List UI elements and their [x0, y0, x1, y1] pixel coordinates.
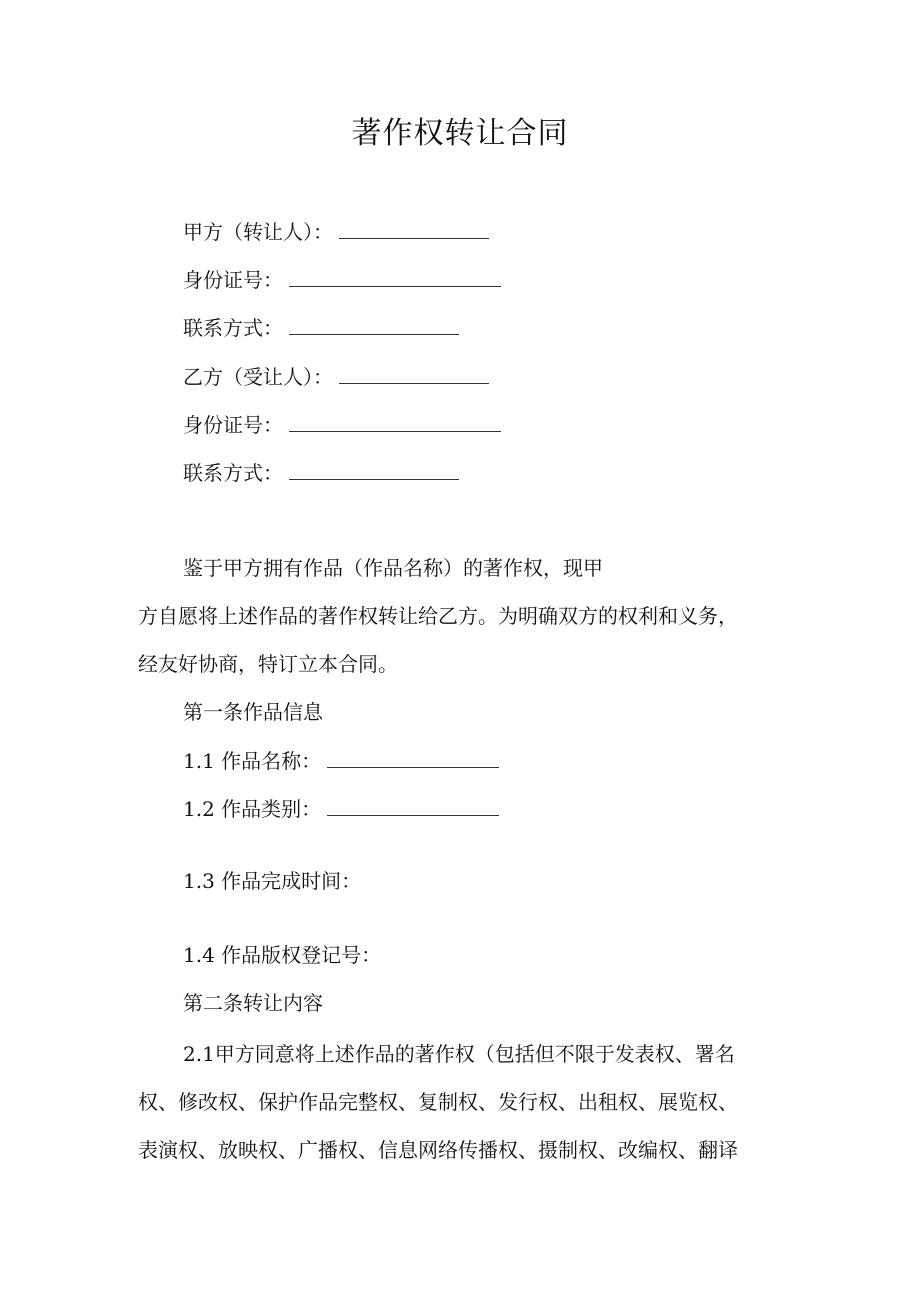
- article-2-heading: 第二条转让内容: [183, 991, 323, 1015]
- preamble-line-1: 鉴于甲方拥有作品（作品名称）的著作权，现甲: [183, 556, 603, 580]
- document-title: 著作权转让合同: [351, 116, 569, 151]
- party-a-id-blank[interactable]: [289, 264, 501, 287]
- party-a-label: 甲方（转让人）：: [183, 220, 333, 244]
- party-a-contact-label: 联系方式：: [183, 316, 283, 340]
- article-1-item-4: 1.4 作品版权登记号：: [183, 943, 382, 967]
- party-b-id-label: 身份证号：: [183, 413, 283, 437]
- article-1-item-1: [183, 745, 499, 776]
- party-a-contact-line: [183, 312, 459, 343]
- work-category-blank[interactable]: [327, 793, 499, 816]
- work-name-label: 1.1 作品名称：: [183, 749, 322, 773]
- party-b-id-line: [183, 409, 501, 440]
- preamble-line-3: 经友好协商，特订立本合同。: [138, 652, 398, 676]
- preamble-line-2: 方自愿将上述作品的著作权转让给乙方。为明确双方的权利和义务，: [138, 604, 738, 628]
- party-b-contact-blank[interactable]: [289, 457, 459, 480]
- article-1-heading: 第一条作品信息: [183, 700, 323, 724]
- party-a-line: [183, 216, 489, 247]
- work-name-blank[interactable]: [327, 745, 499, 768]
- party-a-id-label: 身份证号：: [183, 268, 283, 292]
- party-a-id-line: [183, 264, 501, 295]
- party-b-label: 乙方（受让人）：: [183, 365, 333, 389]
- party-a-contact-blank[interactable]: [289, 312, 459, 335]
- party-b-name-blank[interactable]: [339, 361, 489, 384]
- article-2-para-line-2: 权、修改权、保护作品完整权、复制权、发行权、出租权、展览权、: [138, 1090, 738, 1114]
- work-category-label: 1.2 作品类别：: [183, 797, 322, 821]
- party-b-contact-label: 联系方式：: [183, 461, 283, 485]
- party-b-contact-line: [183, 457, 459, 488]
- party-b-line: [183, 361, 489, 392]
- article-1-item-2: [183, 793, 499, 824]
- party-a-name-blank[interactable]: [339, 216, 489, 239]
- article-2-para-line-1: 2.1甲方同意将上述作品的著作权（包括但不限于发表权、署名: [183, 1042, 735, 1066]
- article-1-item-3: 1.3 作品完成时间：: [183, 869, 362, 893]
- party-b-id-blank[interactable]: [289, 409, 501, 432]
- article-2-para-line-3: 表演权、放映权、广播权、信息网络传播权、摄制权、改编权、翻译: [138, 1138, 738, 1162]
